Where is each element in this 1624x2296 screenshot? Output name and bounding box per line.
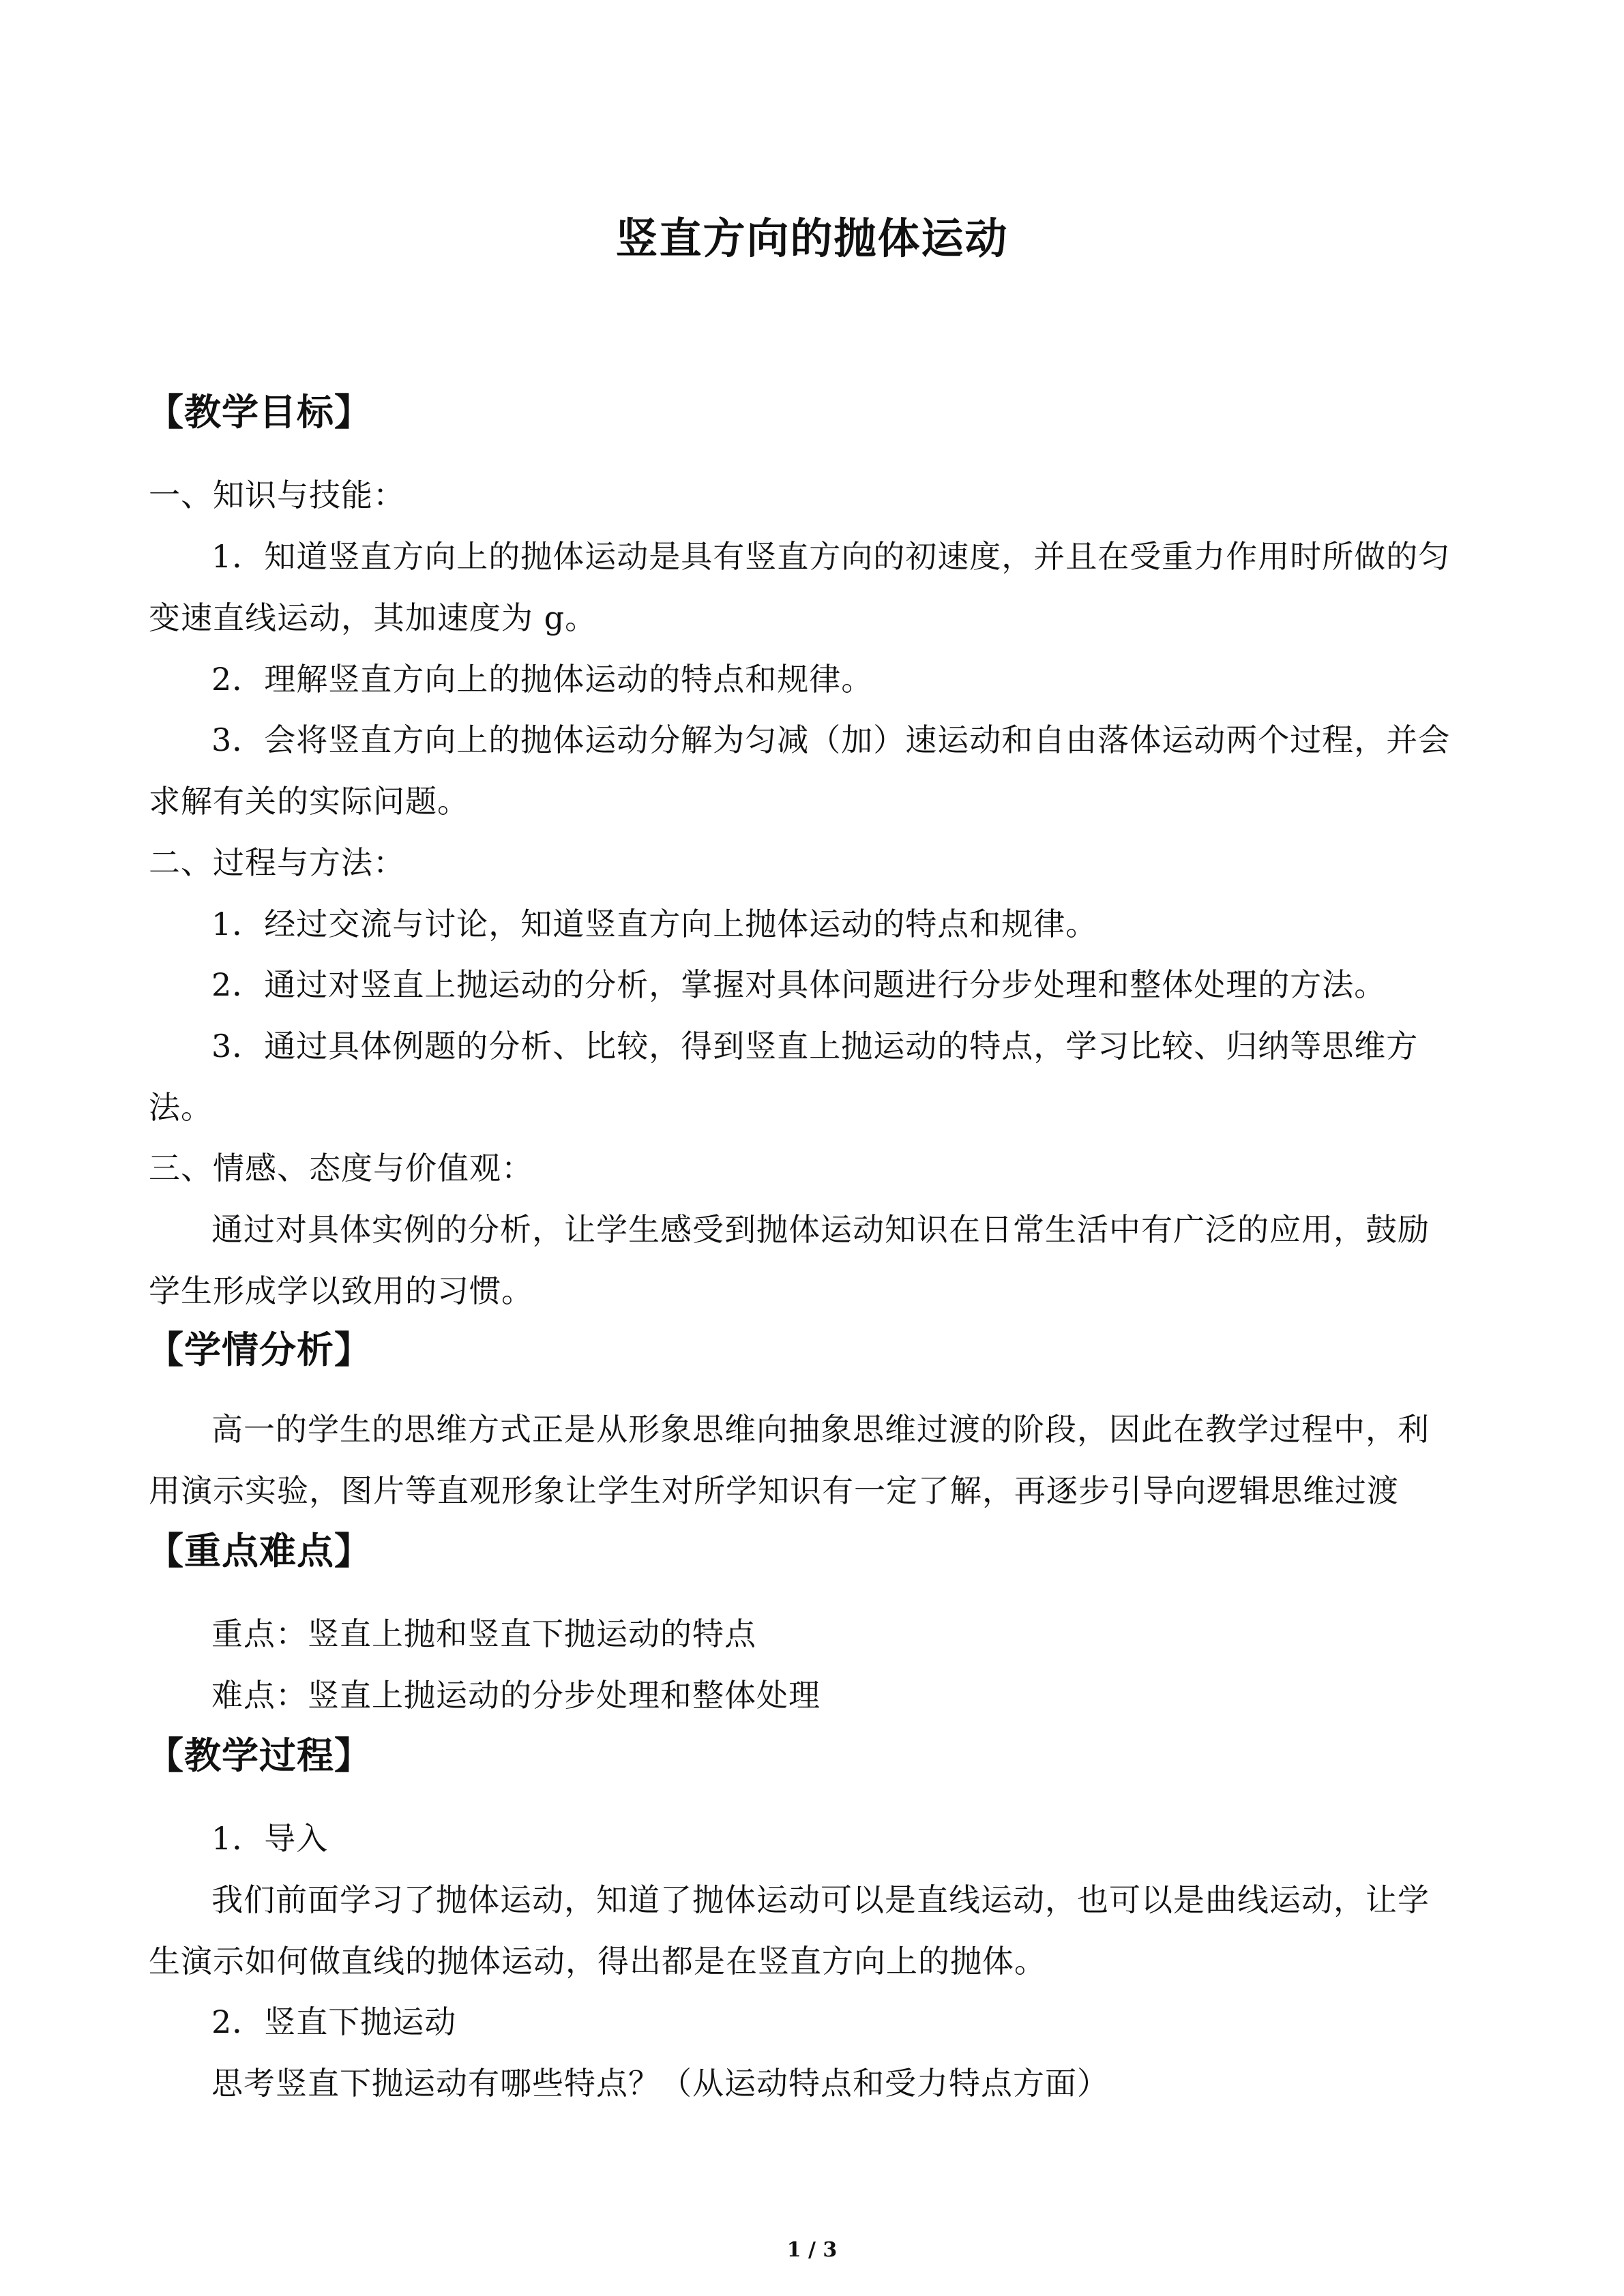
objectives-item-2: 2．理解竖直方向上的抛体运动的特点和规律。 [211,661,874,698]
process-method-item-3: 3．通过具体例题的分析、比较，得到竖直上抛运动的特点，学习比较、归纳等思维方 [211,1028,1419,1064]
objectives-part1-heading: 一、知识与技能： [149,477,405,513]
analysis-paragraph: 高一的学生的思维方式正是从形象思维向抽象思维过渡的阶段，因此在教学过程中，利 [211,1411,1430,1448]
key-point: 重点：竖直上抛和竖直下抛运动的特点 [211,1615,756,1652]
objectives-item-3: 3．会将竖直方向上的抛体运动分解为匀减（加）速运动和自由落体运动两个过程，并会 [211,721,1451,758]
process-step-2-text: 思考竖直下抛运动有哪些特点？（从运动特点和受力特点方面） [211,2065,1109,2102]
section-heading-objectives: 【教学目标】 [147,391,372,434]
objectives-item-1: 1．知道竖直方向上的抛体运动是具有竖直方向的初速度，并且在受重力作用时所做的匀 [211,538,1451,575]
process-step-1-text: 我们前面学习了抛体运动，知道了抛体运动可以是直线运动，也可以是曲线运动，让学 [211,1881,1430,1918]
document-title: 竖直方向的抛体运动 [615,213,1009,263]
process-step-1-title: 1．导入 [211,1820,329,1857]
page-number: 1 / 3 [786,2238,838,2262]
process-method-item-1: 1．经过交流与讨论，知道竖直方向上抛体运动的特点和规律。 [211,906,1098,942]
process-step-2-title: 2．竖直下抛运动 [211,2003,457,2040]
section-heading-keypoints: 【重点难点】 [147,1530,372,1572]
attitude-paragraph: 通过对具体实例的分析，让学生感受到抛体运动知识在日常生活中有广泛的应用，鼓励 [211,1211,1430,1248]
objectives-item-3-cont: 求解有关的实际问题。 [149,783,469,820]
attitude-paragraph-cont: 学生形成学以致用的习惯。 [149,1272,533,1309]
process-method-item-2: 2．通过对竖直上抛运动的分析，掌握对具体问题进行分步处理和整体处理的方法。 [211,966,1387,1003]
section-heading-process: 【教学过程】 [147,1734,372,1777]
process-method-item-3-cont: 法。 [149,1089,213,1126]
section-heading-analysis: 【学情分析】 [147,1328,372,1371]
objectives-part2-heading: 二、过程与方法： [149,844,405,881]
process-step-1-text-cont: 生演示如何做直线的抛体运动，得出都是在竖直方向上的抛体。 [149,1943,1046,1980]
objectives-part3-heading: 三、情感、态度与价值观： [149,1150,533,1187]
difficult-point: 难点：竖直上抛运动的分步处理和整体处理 [211,1677,821,1714]
objectives-item-1-cont: 变速直线运动，其加速度为 g。 [149,599,597,636]
analysis-paragraph-cont: 用演示实验，图片等直观形象让学生对所学知识有一定了解，再逐步引导向逻辑思维过渡 [149,1472,1399,1509]
